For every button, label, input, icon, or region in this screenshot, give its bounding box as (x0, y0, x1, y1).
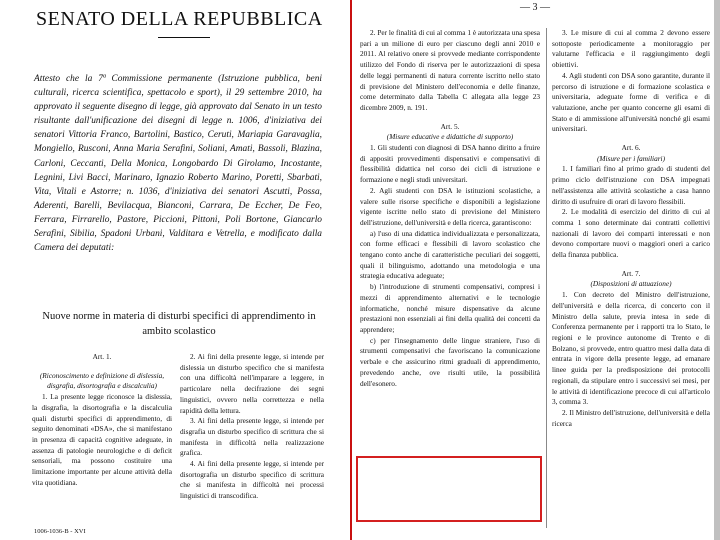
left-column-2 (180, 352, 324, 502)
scrollbar-strip[interactable] (714, 0, 720, 540)
right-column-1 (360, 28, 540, 389)
highlight-box (356, 456, 542, 522)
right-page (352, 0, 720, 540)
left-column-1 (32, 352, 172, 488)
senate-header-title: SENATO DELLA REPUBBLICA (36, 8, 323, 30)
art7-paragraph-2: 2. Il Ministro dell'istruzione, dell'università e della ricerca (552, 407, 710, 428)
art6-paragraph-1: 1. I familiari fino al primo grado di studenti del primo ciclo dell'istruzione con DSA impegnati nell'assistenza alle attività scolastiche a casa hanno diritto di usufruire di orari di lavoro flessibili. (552, 164, 710, 206)
art5-paragraph-2: 2. Agli studenti con DSA le istituzioni scolastiche, a valere sulle risorse specifiche e disponibili a legislazione vigente iscritte nello stato di previsione del Ministero dell'istruzione, dell'università e della ricerca, garantiscono: (360, 185, 540, 227)
art6-paragraph-2: 2. Le modalità di esercizio del diritto di cui al comma 1 sono determinate dai contratti collettivi nazionali di lavoro dei comparti interessati e non devono comportare nuovi o maggiori oneri a carico della finanza pubblica. (552, 207, 710, 260)
art5-paragraph-4: 4. Agli studenti con DSA sono garantite, durante il percorso di istruzione e di formazione scolastica e universitaria, adeguate forme di verifica e di valutazione, anche per quanto concerne gli esami di Stato e di ammissione all'università nonché gli esami universitari. (552, 70, 710, 134)
art1-paragraph-4: 4. Ai fini della presente legge, si intende per disortografia un disturbo specifico di scrittura che si manifesta in difficoltà nei processi linguistici di transcodifica. (180, 459, 324, 501)
art1-paragraph-2: 2. Ai fini della presente legge, si intende per dislessia un disturbo specifico che si manifesta con una difficoltà nell'imparare a leggere, in particolare nella decifrazione dei segni linguistici, ovvero nella correttezza e nella rapidità della lettura. (180, 352, 324, 415)
art5-title: Art. 5. (440, 121, 460, 131)
art1-title: Art. 1. (92, 352, 112, 361)
art7-title: Art. 7. (621, 268, 641, 278)
art5-item-a: a) l'uso di una didattica individualizzata e personalizzata, con forme efficaci e flessibili di lavoro scolastico che tengano conto anche di caratteristiche peculiari dei soggetti, quali il bilinguismo, adottando una metodologia e una strategia educativa adeguate; (360, 228, 540, 281)
art1-paragraph-1: 1. La presente legge riconosce la dislessia, la disgrafia, la disortografia e la discalculia quali disturbi specifici di apprendimento, di seguito denominati «DSA», che si manifestano in presenza di capacità cognitive adeguate, in assenza di patologie neurologiche e di deficit sensoriali, ma possono costituire una limitazione importante per alcune attività della vita quotidiana. (32, 392, 172, 487)
column-separator (546, 28, 547, 528)
art5-paragraph-1: 1. Gli studenti con diagnosi di DSA hanno diritto a fruire di appositi provvedimenti dispensativi e compensativi di flessibilità didattica nel corso dei cicli di istruzione e formazione e negli studi universitari. (360, 143, 540, 185)
page-number: — 3 — (520, 2, 550, 13)
art5-paragraph-3: 3. Le misure di cui al comma 2 devono essere sottoposte periodicamente a monitoraggio per valutarne l'efficacia e il raggiungimento degli obiettivi. (552, 28, 710, 70)
document-heading: Nuove norme in materia di disturbi specifici di apprendimento in ambito scolastico (42, 311, 316, 337)
art1-subtitle: (Riconoscimento e definizione di dislessia, disgrafia, disortografia e discalculia) (39, 370, 165, 391)
art6-subtitle: (Misure per i familiari) (596, 153, 666, 163)
art5-item-c: c) per l'insegnamento delle lingue straniere, l'uso di strumenti compensativi che favoriscano la comunicazione verbale e che assicurino ritmi graduali di apprendimento, prevedendo anche, ove risulti utile, la possibilità dell'esonero. (360, 335, 540, 388)
art4-paragraph-2: 2. Per le finalità di cui al comma 1 è autorizzata una spesa pari a un milione di euro per ciascuno degli anni 2010 e 2011. Al relativo onere si provvede mediante corrispondente utilizzo del Fondo di riserva per le autorizzazioni di spesa delle leggi permanenti di natura corrente iscritto nello stato di previsione del Ministero dell'economia e delle finanze, come determinato dalla Tabella C allegata alla legge 23 dicembre 2009, n. 191. (360, 28, 540, 112)
art7-subtitle: (Disposizioni di attuazione) (590, 279, 672, 289)
art6-title: Art. 6. (621, 143, 641, 153)
intro-paragraph: Attesto che la 7ª Commissione permanente (Istruzione pubblica, beni culturali, ricerca scientifica, spettacolo e sport), il 29 settembre 2010, ha approvato il seguente disegno di legge, già approvato dal Senato in un testo risultante dall'unificazione dei disegni di legge n. 1006, d'iniziativa dei senatori Vittoria Franco, Bartolini, Bastico, Ceruti, Mariapia Garavaglia, Mongiello, Rusconi, Anna Maria Serafini, Soliani, Amati, Bassoli, Blazina, Carloni, Ceccanti, Della Monica, Longobardo Di Girolamo, Incostante, Legnini, Livi Bacci, Marinaro, Ignazio Roberto Marino, Poretti, Sbarbati, Vita, Vitali e Astorre; n. 1036, d'iniziativa dei senatori Ascutti, Possa, Aderenti, Barelli, Bevilacqua, Bianconi, Carrara, De Eccher, De Feo, Ferrara, Firrarello, Pastore, Piccioni, Pittoni, Poli Bortone, Giancarlo Serafini, Sibilia, Spadoni Urbani, Valditara e Vetrella, e modificato dalla Camera dei deputati: (34, 74, 322, 254)
art1-paragraph-3: 3. Ai fini della presente legge, si intende per disgrafia un disturbo specifico di scrittura che si manifesta in difficoltà nella realizzazione grafica. (180, 416, 324, 458)
art5-subtitle: (Misure educative e didattiche di supporto) (386, 132, 514, 142)
page-footer-code: 1006-1036-B - XVI (34, 528, 86, 535)
art5-item-b: b) l'introduzione di strumenti compensativi, compresi i mezzi di apprendimento alternativi e le tecnologie informatiche, nonché misure dispensative da alcune prestazioni non essenziali ai fini della qualità dei concetti da apprendere; (360, 282, 540, 334)
left-page (0, 0, 350, 540)
art7-paragraph-1: 1. Con decreto del Ministro dell'istruzione, dell'università e della ricerca, di concerto con il Ministro della salute, previa intesa in sede di Conferenza permanente per i rapporti tra lo Stato, le regioni e le province autonome di Trento e di Bolzano, si provvede, entro quattro mesi dalla data di entrata in vigore della presente legge, ad emanare linee guida per la predisposizione dei protocolli regionali, da stipulare entro i successivi sei mesi, per le attività di identificazione precoce di cui all'articolo 3, comma 3. (552, 290, 710, 407)
title-rule (158, 37, 210, 38)
right-column-2 (552, 28, 710, 429)
